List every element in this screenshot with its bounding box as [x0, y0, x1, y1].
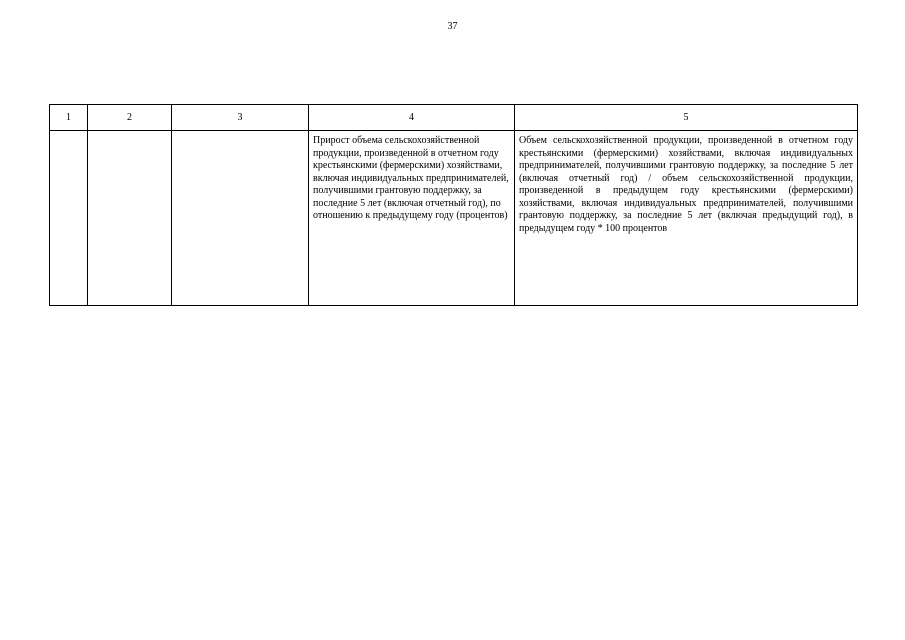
- indicator-table: [49, 104, 858, 306]
- table-cell-col-3: [172, 131, 309, 306]
- column-header-3: 3: [172, 105, 309, 131]
- table-row: [50, 131, 858, 306]
- calculation-formula-text: Объем сельскохозяйственной продукции, произведенной в отчетном году крестьянскими (фермерскими) хозяйствами, включая индивидуальных предпринимателей, получившими грантовую поддержку, за последние 5 лет (включая отчетный год) / объем сельскохозяйственной продукции, произведенной в предыдущем году крестьянскими (фермерскими) хозяйствами, включая индивидуальных предпринимателей, получившими грантовую поддержку, за последние 5 лет (включая предыдущий год), в предыдущем году * 100 процентов: [519, 135, 853, 234]
- table-cell-col-1: [50, 131, 88, 306]
- column-header-4: 4: [309, 105, 515, 131]
- indicator-name-text: Прирост объема сельскохозяйственной продукции, произведенной в отчетном году крестьянскими (фермерскими) хозяйствами, включая индивидуальных предпринимателей, получившими грантовую поддержку, за последние 5 лет (включая отчетный год), по отношению к предыдущему году (процентов): [313, 135, 509, 221]
- cell-text: [50, 131, 87, 137]
- cell-text: [88, 131, 171, 137]
- column-header-2: 2: [88, 105, 172, 131]
- cell-text: [172, 131, 308, 137]
- column-header-5: 5: [515, 105, 858, 131]
- table-header: [50, 105, 858, 131]
- table-cell-calculation-formula: [515, 131, 858, 306]
- column-header-1: 1: [50, 105, 88, 131]
- table-body: [50, 131, 858, 306]
- table-header-row: [50, 105, 858, 131]
- table-cell-col-2: [88, 131, 172, 306]
- page-number: 37: [447, 21, 458, 32]
- table-cell-indicator-name: [309, 131, 515, 306]
